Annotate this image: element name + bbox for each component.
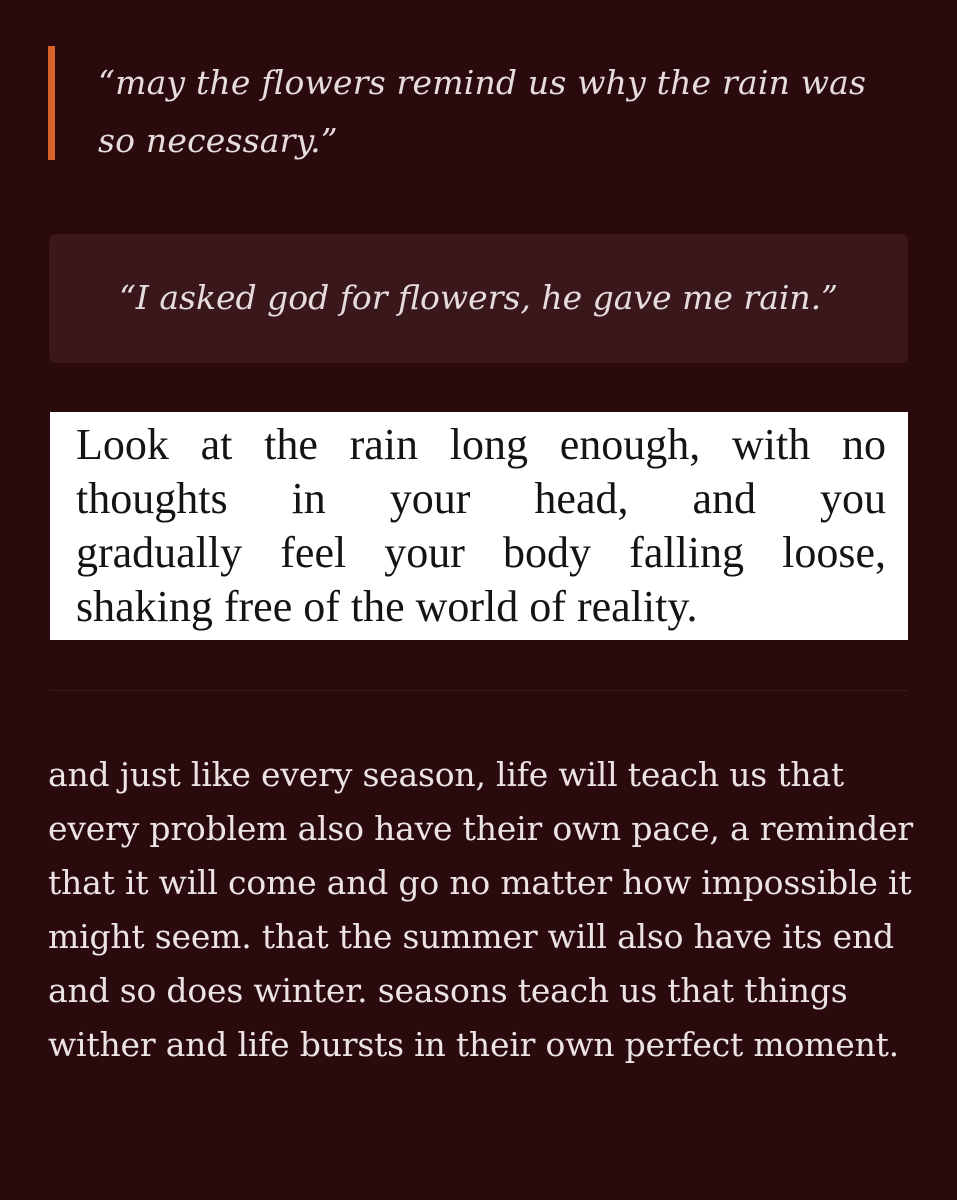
body-paragraph: and just like every season, life will teach us that every problem also have their own pace, a reminder that it will come and go no matter how impossible it might seem. that the summer will also have its end and so does winter. seasons teach us that things wither and life bursts in their own perfect moment. (48, 755, 913, 1064)
blockquote-text: “may the flowers remind us why the rain was so necessary.” (98, 63, 867, 160)
pullquote-text: “I asked god for flowers, he gave me rain.” (118, 278, 839, 317)
blockquote-accent-bar (48, 46, 55, 160)
book-excerpt-text (76, 418, 886, 634)
book-excerpt-line: thoughts in your head, and you (76, 474, 886, 523)
book-excerpt-image (50, 412, 908, 640)
blockquote (48, 46, 908, 160)
pullquote (49, 234, 908, 363)
book-excerpt-line: shaking free of the world of reality. (76, 582, 698, 631)
book-excerpt-line: gradually feel your body falling loose, (76, 528, 886, 577)
section-divider (50, 690, 908, 691)
book-excerpt-line: Look at the rain long enough, with no (76, 420, 886, 469)
